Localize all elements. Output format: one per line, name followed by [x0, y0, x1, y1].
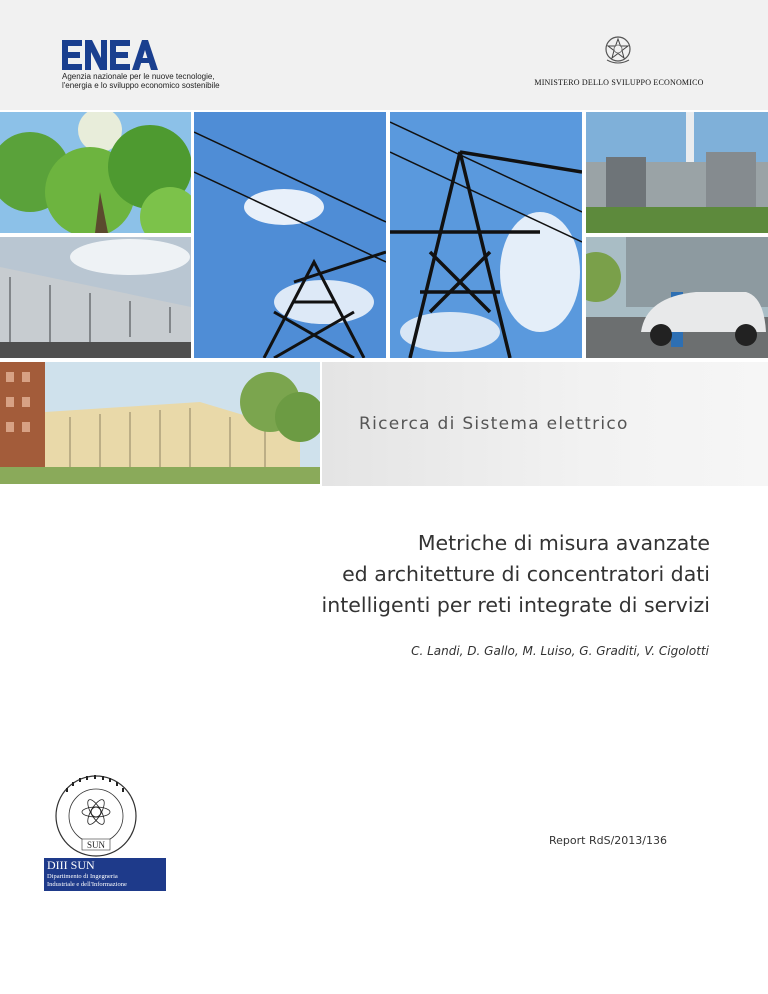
department-name	[47, 873, 127, 888]
department-logo	[44, 858, 166, 891]
photo-building	[0, 362, 320, 484]
photo-plant	[586, 112, 768, 233]
sun-university-seal	[46, 772, 146, 862]
photo-pylon-2	[390, 112, 582, 358]
photo-tree	[0, 112, 191, 233]
enea-logo	[62, 40, 158, 70]
photo-pylon	[194, 112, 386, 358]
photo-solar	[0, 237, 191, 358]
series-title: Ricerca di Sistema elettrico	[359, 414, 629, 434]
title-line-2: ed architetture di concentratori dati	[342, 562, 710, 586]
photo-ev-charging	[586, 237, 768, 358]
department-heading: DIII SUN	[47, 858, 95, 872]
department-line-2: Industriale e dell'Informazione	[47, 880, 127, 888]
republic-emblem	[603, 34, 633, 66]
report-number: Report RdS/2013/136	[549, 834, 667, 847]
agency-line-2: l'energia e lo sviluppo economico sostenibile	[62, 81, 220, 90]
agency-line-1: Agenzia nazionale per le nuove tecnologie,	[62, 72, 215, 81]
department-line-1: Dipartimento di Ingegneria	[47, 873, 118, 880]
authors: C. Landi, D. Gallo, M. Luiso, G. Graditi, V. Cigolotti	[411, 644, 709, 658]
ministero-label: MINISTERO DELLO SVILUPPO ECONOMICO	[534, 78, 704, 87]
document-title	[322, 528, 710, 621]
svg-text:SUN: SUN	[86, 840, 106, 850]
title-line-1: Metriche di misura avanzate	[417, 531, 710, 555]
agency-description	[62, 72, 220, 90]
title-line-3: intelligenti per reti integrate di servizi	[321, 593, 710, 617]
header	[0, 0, 768, 110]
